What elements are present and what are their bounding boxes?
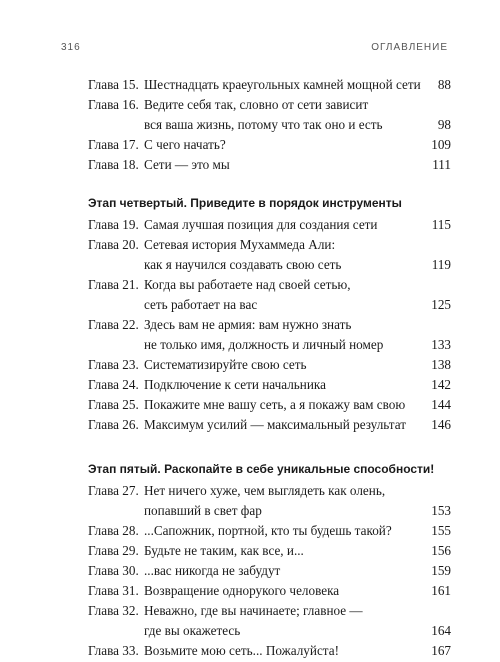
entry-body [144,521,451,541]
chapter-number: Глава 31. [88,583,139,598]
toc-section [88,193,451,435]
section-title: Этап пятый. Раскопайте в себе уникальные способности! [88,462,435,476]
toc-entry [88,601,451,641]
chapter-title: Систематизируйте свою сеть [144,357,307,372]
chapter-number: Глава 27. [88,483,139,498]
page-ref: 133 [431,337,451,352]
title-line [144,215,451,235]
title-line [144,641,451,661]
page-ref: 125 [431,297,451,312]
toc-entry [88,95,451,135]
entry-body [144,561,451,581]
title-line [144,501,451,521]
entry-body [144,395,451,415]
entry-body [144,215,451,235]
chapter-title: ...Сапожник, портной, кто ты будешь такой? [144,523,392,538]
title-line [144,235,451,255]
chapter-number: Глава 20. [88,237,139,252]
page-ref: 109 [431,137,451,152]
page-ref: 111 [432,157,451,172]
toc-entry [88,541,451,561]
chapter-number: Глава 28. [88,523,139,538]
toc-entry [88,315,451,355]
entry-body [144,375,451,395]
title-line [144,541,451,561]
toc-entry [88,395,451,415]
chapter-title: попавший в свет фар [144,503,262,518]
chapter-title: Возвращение однорукого человека [144,583,340,598]
chapter-number: Глава 24. [88,377,139,392]
title-line [144,621,451,641]
title-line [144,295,451,315]
chapter-number: Глава 33. [88,643,139,658]
title-line [144,255,451,275]
chapter-title: не только имя, должность и личный номер [144,337,384,352]
title-line [144,601,451,621]
toc-entry [88,275,451,315]
entry-body [144,275,451,315]
table-of-contents [88,75,451,661]
chapter-title: где вы окажетесь [144,623,241,638]
chapter-title: Когда вы работаете над своей сетью, [144,277,351,292]
toc-entry [88,355,451,375]
entry-body [144,75,451,95]
page-ref: 155 [431,523,451,538]
page-number: 316 [61,42,81,53]
running-title: ОГЛАВЛЕНИЕ [371,42,448,53]
chapter-number: Глава 32. [88,603,139,618]
page-ref: 167 [431,643,451,658]
chapter-number: Глава 15. [88,77,139,92]
entry-body [144,541,451,561]
entry-body [144,235,451,275]
entry-body [144,155,451,175]
chapter-title: Максимум усилий — максимальный результат [144,417,406,432]
entry-body [144,641,451,661]
toc-section [88,459,451,661]
chapter-number: Глава 16. [88,97,139,112]
title-line [144,395,451,415]
chapter-title: вся ваша жизнь, потому что так оно и есть [144,117,383,132]
chapter-title: Подключение к сети начальника [144,377,326,392]
title-line [144,355,451,375]
page-ref: 88 [437,77,451,92]
chapter-title: Самая лучшая позиция для создания сети [144,217,378,232]
chapter-number: Глава 17. [88,137,139,152]
chapter-number: Глава 19. [88,217,139,232]
entry-body [144,415,451,435]
chapter-title: Неважно, где вы начинаете; главное — [144,603,363,618]
title-line [144,95,451,115]
chapter-title: Сети — это мы [144,157,230,172]
chapter-title: ...вас никогда не забудут [144,563,281,578]
title-line [144,521,451,541]
title-line [144,335,451,355]
page-ref: 142 [431,377,451,392]
chapter-title: сеть работает на вас [144,297,258,312]
toc-entry [88,561,451,581]
chapter-number: Глава 25. [88,397,139,412]
chapter-number: Глава 23. [88,357,139,372]
page-ref: 159 [431,563,451,578]
chapter-title: Покажите мне вашу сеть, а я покажу вам свою [144,397,406,412]
chapter-number: Глава 22. [88,317,139,332]
entry-body [144,355,451,375]
toc-entry [88,581,451,601]
title-line [144,315,451,335]
chapter-number: Глава 21. [88,277,139,292]
page-ref: 161 [431,583,451,598]
chapter-title: Шестнадцать краеугольных камней мощной сети [144,77,421,92]
entry-body [144,601,451,641]
page-ref: 115 [431,217,451,232]
chapter-title: Ведите себя так, словно от сети зависит [144,97,369,112]
toc-entry [88,75,451,95]
chapter-number: Глава 18. [88,157,139,172]
page-ref: 156 [431,543,451,558]
toc-entry [88,135,451,155]
title-line [144,155,451,175]
toc-entry [88,481,451,521]
entry-body [144,481,451,521]
toc-entry [88,375,451,395]
chapter-title: С чего начать? [144,137,226,152]
entry-body [144,135,451,155]
title-line [144,561,451,581]
chapter-number: Глава 30. [88,563,139,578]
title-line [144,581,451,601]
chapter-number: Глава 26. [88,417,139,432]
title-line [144,115,451,135]
title-line [144,75,451,95]
toc-entry [88,415,451,435]
toc-entry [88,215,451,235]
title-line [144,275,451,295]
toc-entry [88,155,451,175]
page-ref: 98 [437,117,451,132]
page-ref: 119 [431,257,451,272]
title-line [144,415,451,435]
toc-entry [88,641,451,661]
page-header [61,42,448,53]
title-line [144,481,451,501]
entry-body [144,581,451,601]
entry-body [144,315,451,355]
entry-body [144,95,451,135]
chapter-title: Будьте не таким, как все, и... [144,543,304,558]
chapter-title: Возьмите мою сеть... Пожалуйста! [144,643,339,658]
toc-section [88,75,451,175]
page-ref: 144 [431,397,451,412]
chapter-title: Сетевая история Мухаммеда Али: [144,237,336,252]
page-ref: 164 [431,623,451,638]
chapter-title: Здесь вам не армия: вам нужно знать [144,317,352,332]
chapter-title: как я научился создавать свою сеть [144,257,342,272]
chapter-title: Нет ничего хуже, чем выглядеть как олень, [144,483,386,498]
title-line [144,135,451,155]
toc-entry [88,235,451,275]
toc-entry [88,521,451,541]
page-ref: 153 [431,503,451,518]
section-title: Этап четвертый. Приведите в порядок инструменты [88,196,402,210]
title-line [144,375,451,395]
page-ref: 146 [431,417,451,432]
chapter-number: Глава 29. [88,543,139,558]
page-ref: 138 [431,357,451,372]
